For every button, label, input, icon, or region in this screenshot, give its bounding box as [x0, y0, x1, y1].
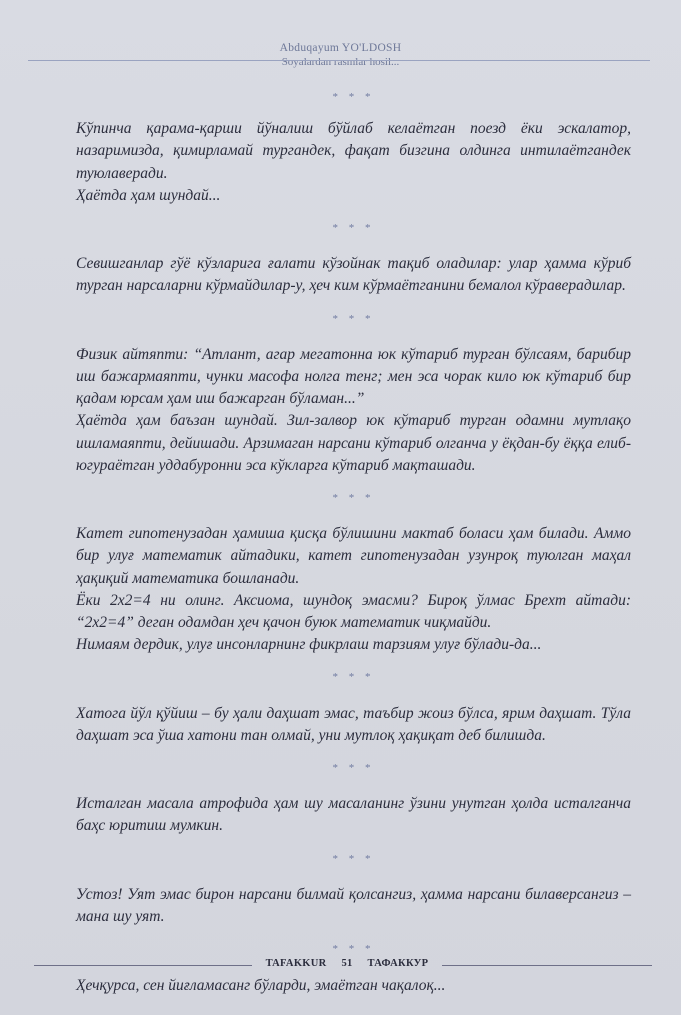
paragraph: Кўпинча қарама-қарши йўналиш бўйлаб келаётган поезд ёки эскалатор, назаримизда, қимирламай тургандек, фақат бизгина олдинга интилаётгандек туюлаверади. — [76, 120, 631, 182]
footer-title-latin: TAFAKKUR — [265, 958, 327, 969]
section-separator: * * * — [332, 91, 375, 103]
footer-rule-right — [442, 965, 652, 966]
paragraph: Катет гипотенузадан ҳамиша қисқа бўлишини мактаб боласи ҳам билади. Аммо бир улуғ математик айтадики, катет гипотенузадан узунроқ туюлган маҳал ҳақиқий математика бошланади. — [76, 525, 631, 587]
section-separator: * * * — [332, 222, 375, 235]
paragraph: Нимаям дердик, улуғ инсонларнинг фикрлаш тарзиям улуғ бўлади-да... — [76, 636, 542, 654]
paragraph: Ҳечқурса, сен йиғламасанг бўларди, эмаётган чақалоқ... — [76, 976, 446, 994]
running-header — [0, 42, 681, 68]
paragraph: Устоз! Уят эмас бирон нарсани билмай қолсангиз, ҳамма нарсани билаверсангиз – мана шу уят. — [76, 885, 631, 926]
paragraph: Ёки 2х2=4 ни олинг. Аксиома, шундоқ эмасми? Бироқ ўлмас Брехт айтади: “2х2=4” деган одамдан ҳеч қачон буюк математик чиқмайди. — [76, 591, 631, 632]
paragraph: Севишганлар гўё кўзларига ғалати кўзойнак тақиб оладилар: улар ҳамма кўриб турган нарсаларни кўрмайдилар-у, ҳеч ким кўрмаётганини бемалол кўраверадилар. — [76, 255, 631, 295]
section-separator: * * * — [332, 762, 375, 775]
paragraph: Ҳаётда ҳам баъзан шундай. Зил-залвор юк кўтариб турган одамни мутлақо ишламаяпти, дейишади. Арзимаган нарсани кўтариб олганча у ёқдан-бу ёққа елиб-югураётган уддабуронни эса кўкларга кўтариб мақташади. — [76, 412, 631, 474]
header-book-title: Soyalardan rasmlar hosil... — [281, 56, 400, 68]
paragraph: Хатога йўл қўйиш – бу ҳали даҳшат эмас, таъбир жоиз бўлса, ярим даҳшат. Тўла даҳшат эса ўша хатони тан олмай, уни мутлоқ ҳақиқат деб билишда. — [76, 704, 631, 744]
section-separator: * * * — [332, 671, 375, 684]
page-footer — [0, 958, 681, 972]
section-separator: * * * — [332, 852, 375, 865]
footer-title-cyrillic: ТАФАККУР — [367, 958, 429, 969]
paragraph: Исталган масала атрофида ҳам шу масаланинг ўзини унутган ҳолда исталганча баҳс юритиш мумкин. — [76, 795, 631, 835]
page-number: 51 — [341, 958, 353, 969]
footer-rule-left — [34, 965, 252, 966]
section-separator: * * * — [332, 492, 375, 505]
paragraph: Ҳаётда ҳам шундай... — [76, 186, 221, 204]
paragraph: Физик айтяпти: “Атлант, агар мегатонна юк кўтариб турган бўлсаям, барибир иш бажармаяпти, чунки масофа нолга тенг; мен эса чорак кило юк кўтариб бир қадам юрсам ҳам иш бажарган бўламан...” — [76, 345, 631, 408]
header-rule — [28, 60, 650, 61]
page-body — [76, 84, 631, 997]
section-separator: * * * — [332, 943, 375, 956]
section-separator: * * * — [332, 312, 375, 325]
header-author: Abduqayum YO'LDOSH — [279, 42, 402, 54]
footer-label — [252, 958, 442, 969]
